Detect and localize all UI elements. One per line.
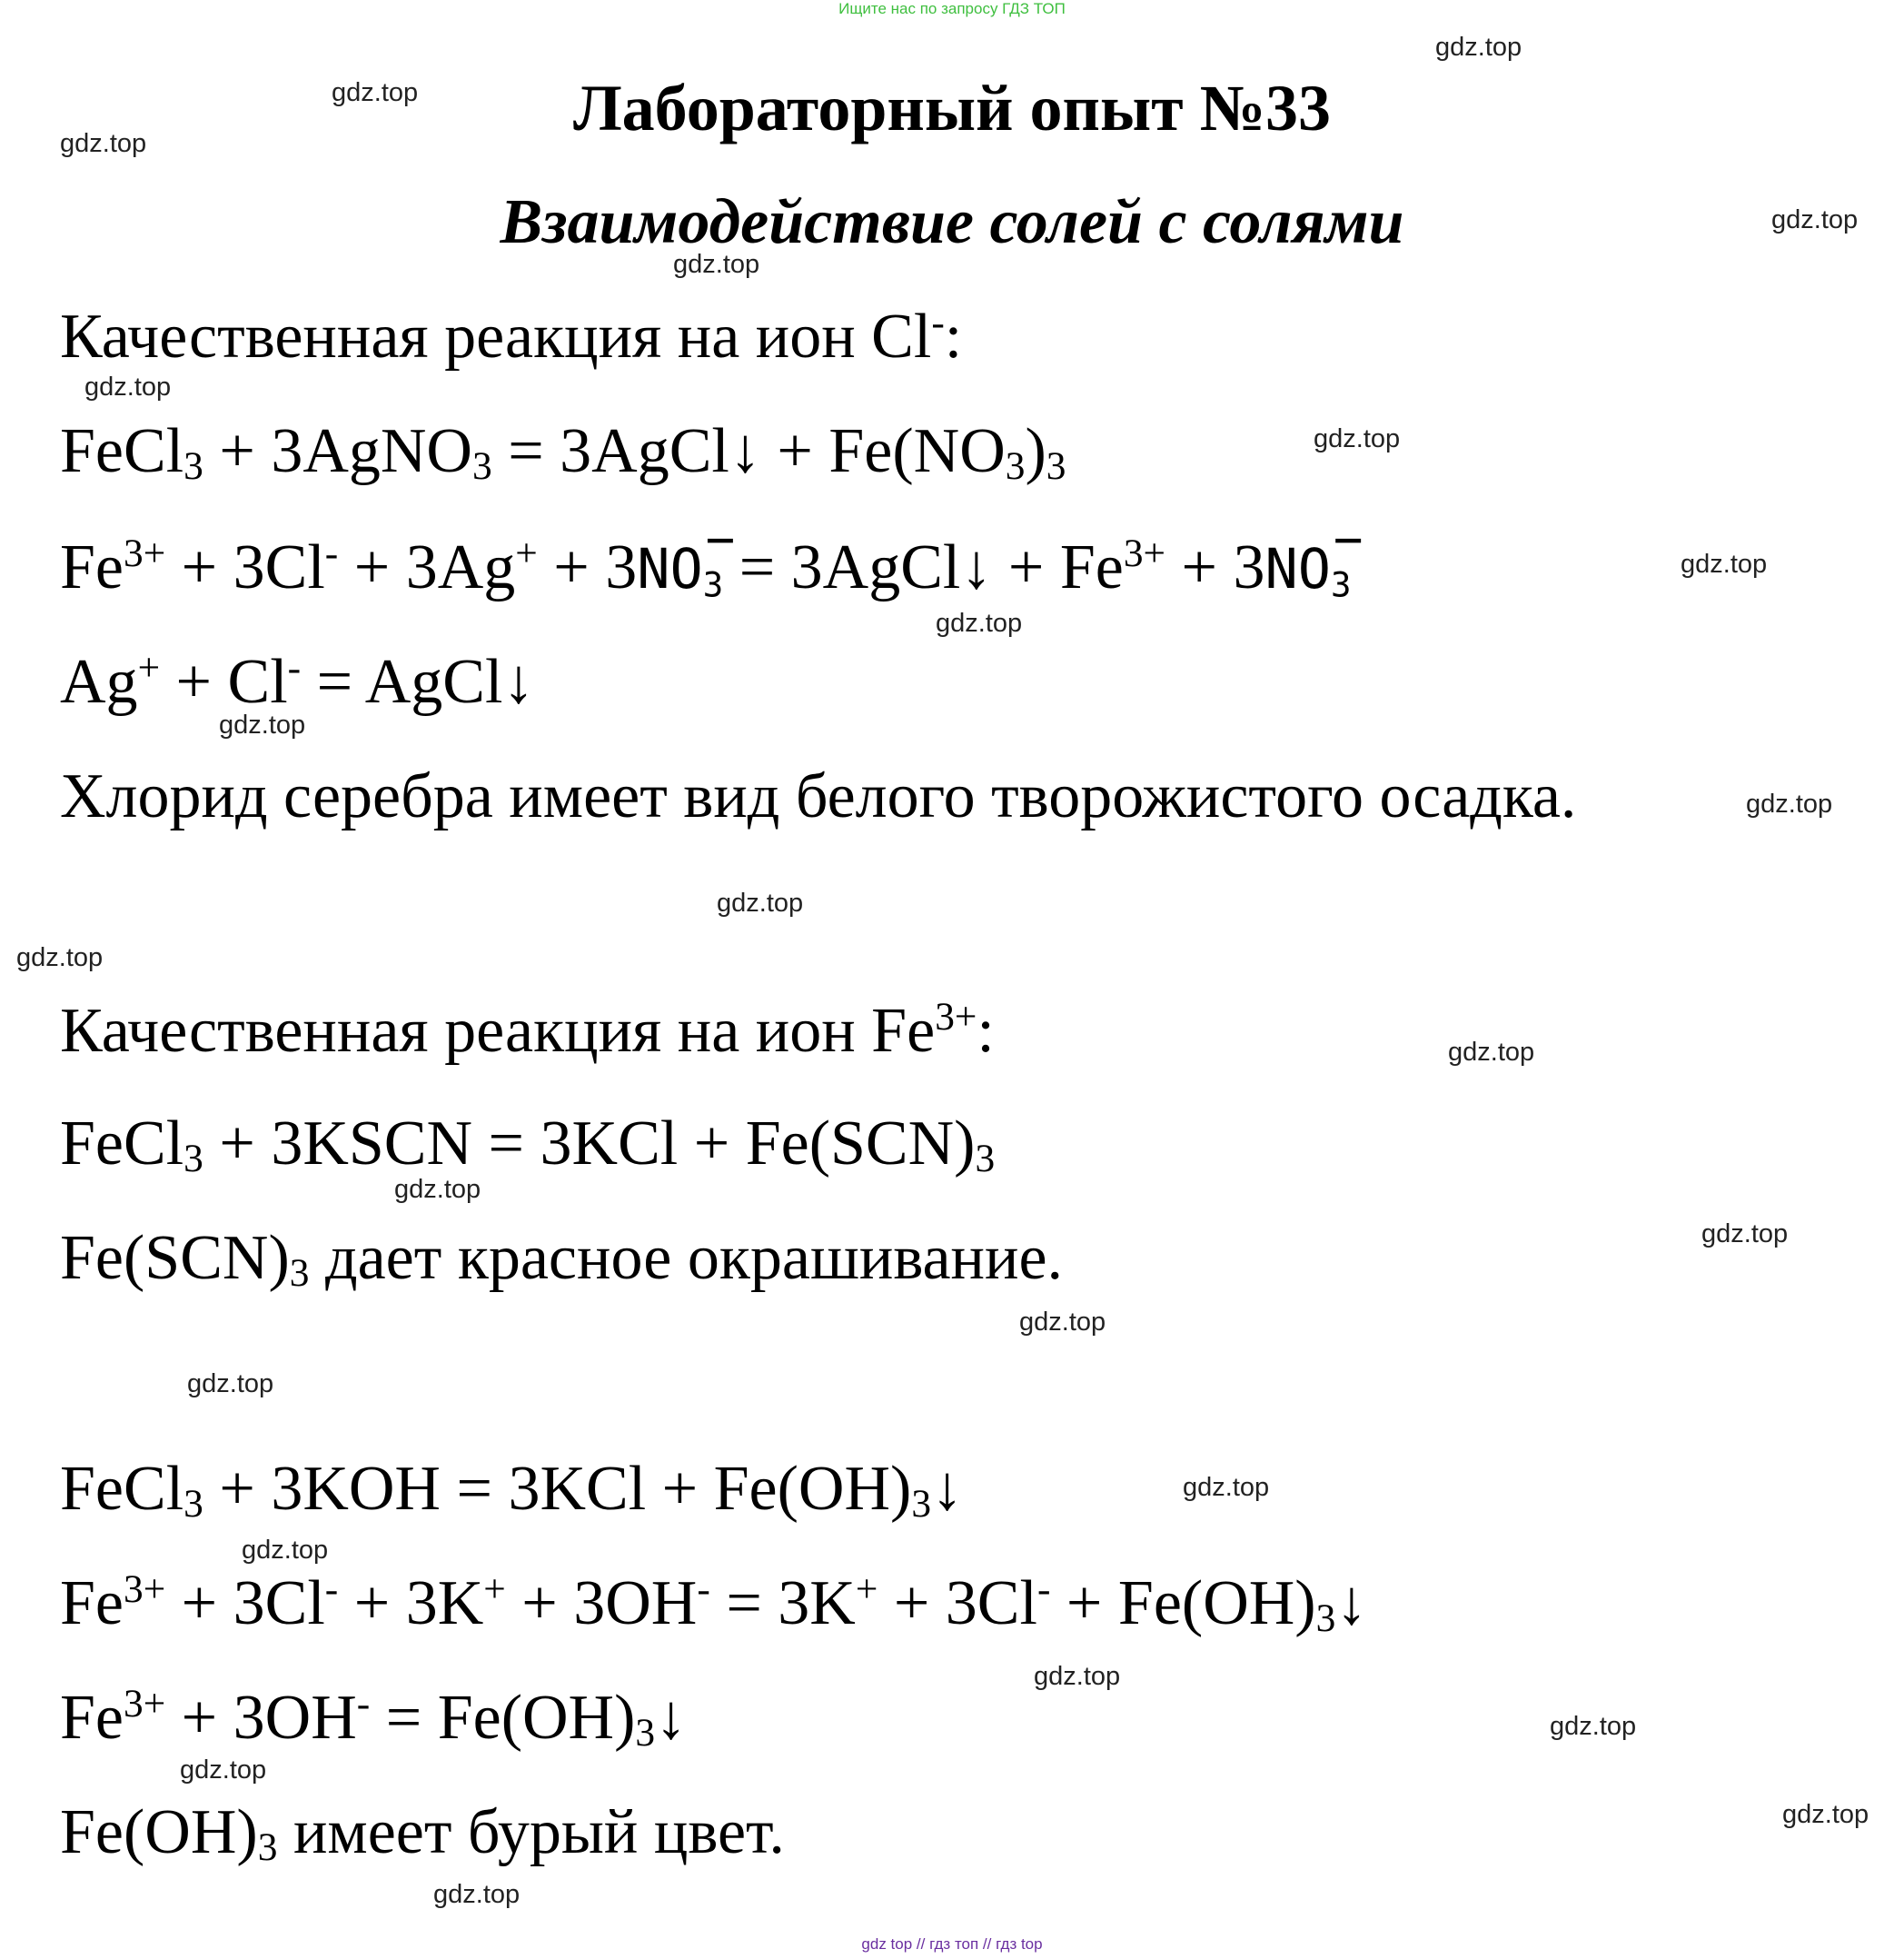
eq-part: + Fe(OH) [1050,1568,1316,1638]
eq-sup: + [515,532,538,576]
watermark: gdz.top [394,1175,481,1204]
watermark: gdz.top [219,711,306,740]
watermark: gdz.top [187,1369,274,1398]
ion-sub: 3 [1331,564,1352,605]
watermark: gdz.top [1435,33,1522,62]
eq-sub: 3 [183,1481,203,1526]
eq-sup: 3+ [1123,532,1166,576]
ion-formula: NO [1264,538,1331,602]
note-silver-chloride: Хлорид серебра имеет вид белого творожистого осадка. [60,761,1577,831]
eq-part: FeCl [60,1454,184,1524]
watermark: gdz.top [1771,205,1859,234]
page-subtitle: Взаимодействие солей с солями [500,187,1404,257]
eq-sup: 3+ [124,1567,166,1612]
equation-short-ionic-feoh3 [60,1682,688,1755]
watermark: gdz.top [1681,550,1768,579]
eq-part: + 3Ag [338,532,516,602]
note-part: имеет бурый цвет. [277,1797,785,1867]
eq-sub: 3 [1315,1596,1336,1640]
eq-part: FeCl [60,1109,184,1178]
watermark: gdz.top [84,373,172,402]
ion-charge [702,511,736,605]
eq-part: + 3Cl [165,532,325,602]
eq-sup: - [324,1567,339,1612]
search-banner[interactable]: Ищите нас по запросу ГДЗ ТОП [838,0,1066,17]
note-part: Fe(SCN) [60,1223,290,1293]
eq-part: = 3AgCl↓ + Fe [723,532,1124,602]
eq-part: + 3OH [165,1683,357,1753]
eq-part: + 3Cl [878,1568,1037,1638]
heading-colon: : [944,302,963,372]
note-iron-hydroxide [60,1797,785,1869]
eq-part: + 3 [537,532,638,602]
watermark: gdz.top [16,943,104,972]
eq-sub: 3 [183,1136,203,1180]
eq-part: + 3 [1165,532,1265,602]
equation-molecular-koh [60,1454,964,1526]
eq-sup: + [855,1567,878,1612]
equation-full-ionic-koh [60,1567,1368,1640]
equation-short-ionic-agcl [60,646,535,717]
heading-colon: : [977,996,995,1066]
note-sub: 3 [257,1825,278,1869]
eq-sub: 3 [1005,443,1026,488]
eq-part: ↓ [931,1454,964,1524]
section-heading-iron [60,995,995,1066]
ion-formula: NO [637,538,703,602]
eq-part: + Cl [160,647,288,717]
eq-part: = 3K [709,1568,856,1638]
eq-part: + 3Cl [165,1568,325,1638]
eq-sub: 3 [471,443,492,488]
footer-links[interactable]: gdz top // гдз топ // гдз top [861,1935,1043,1953]
note-iron-thiocyanate [60,1223,1064,1295]
eq-part: + 3OH [505,1568,698,1638]
eq-sub: 3 [183,443,203,488]
watermark: gdz.top [1448,1038,1535,1067]
nitrate-ion [1264,511,1364,605]
eq-part: Ag [60,647,138,717]
watermark: gdz.top [1701,1219,1789,1248]
eq-part: Fe [60,1683,124,1753]
note-part: дает красное окрашивание. [309,1223,1064,1293]
watermark: gdz.top [673,250,760,279]
eq-sub: 3 [975,1136,996,1180]
eq-part: Fe [60,1568,124,1638]
eq-part: = Fe(OH) [370,1683,636,1753]
nitrate-ion [637,511,736,605]
heading-charge: - [931,301,945,345]
watermark: gdz.top [1550,1712,1637,1741]
heading-charge: 3+ [935,995,977,1039]
eq-part: = AgCl↓ [301,647,535,717]
eq-sub: 3 [1046,443,1066,488]
watermark: gdz.top [717,889,804,918]
eq-part: + 3AgNO [203,416,472,486]
watermark: gdz.top [180,1755,267,1785]
charge-sign: − [1333,511,1364,569]
watermark: gdz.top [1034,1662,1121,1691]
watermark: gdz.top [1183,1473,1270,1502]
eq-part: FeCl [60,416,184,486]
watermark: gdz.top [1314,424,1401,453]
watermark: gdz.top [1019,1308,1106,1337]
eq-part: ↓ [1335,1568,1368,1638]
equation-molecular-agno3 [60,416,1066,488]
eq-part: + 3KSCN = 3KCl + Fe(SCN) [203,1109,976,1178]
eq-part: = 3AgCl↓ + Fe(NO [491,416,1006,486]
note-sub: 3 [289,1250,310,1295]
ion-sub: 3 [702,564,724,605]
heading-text: Качественная реакция на ион Fe [60,996,936,1066]
eq-sup: - [324,532,339,576]
equation-molecular-kscn [60,1109,996,1180]
note-part: Fe(OH) [60,1797,258,1867]
page-title: Лабораторный опыт №33 [573,72,1331,144]
eq-part: ↓ [655,1683,688,1753]
eq-sup: 3+ [124,1682,166,1726]
eq-sup: - [1036,1567,1051,1612]
eq-sup: + [137,646,161,691]
eq-sub: 3 [911,1481,932,1526]
eq-sub: 3 [635,1710,656,1755]
eq-sup: 3+ [124,532,166,576]
watermark: gdz.top [433,1880,521,1909]
watermark: gdz.top [242,1536,329,1565]
watermark: gdz.top [60,129,147,158]
eq-part: + 3KOH = 3KCl + Fe(OH) [203,1454,912,1524]
watermark: gdz.top [1782,1800,1869,1829]
watermark: gdz.top [332,78,419,107]
section-heading-chloride [60,301,963,372]
eq-sup: - [287,646,302,691]
eq-sup: + [483,1567,506,1612]
charge-sign: − [705,511,736,569]
eq-part: + 3K [338,1568,484,1638]
watermark: gdz.top [936,609,1023,638]
eq-part: Fe [60,532,124,602]
eq-part: ) [1025,416,1046,486]
ion-charge [1331,511,1364,605]
heading-text: Качественная реакция на ион Cl [60,302,932,372]
watermark: gdz.top [1746,790,1833,819]
eq-sup: - [356,1682,371,1726]
equation-full-ionic-agno3 [60,511,1364,605]
eq-sup: - [697,1567,710,1612]
